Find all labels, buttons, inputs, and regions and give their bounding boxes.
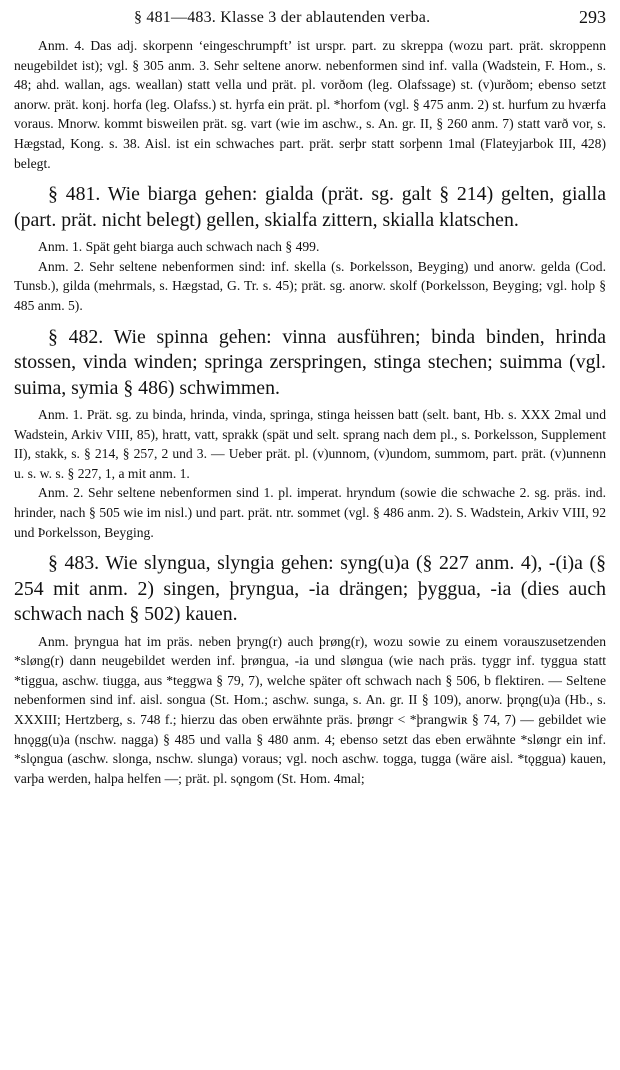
running-title: § 481—483. Klasse 3 der ablautenden verba. (134, 9, 431, 26)
section-481: § 481. Wie biarga gehen: gialda (prät. sg. galt § 214) gelten, gialla (part. prät. nicht belegt) gellen, skialfa zittern, skialla klatschen. (14, 183, 606, 231)
note-481-1: Anm. 1. Spät geht biarga auch schwach nach § 499. (38, 239, 320, 255)
section-482: § 482. Wie spinna gehen: vinna ausführen; binda binden, hrinda stossen, vinda winden; springa zerspringen, stinga stechen; suimma (vgl. suima, symia § 486) schwimmen. (14, 325, 606, 399)
section-483: § 483. Wie slyngua, slyngia gehen: syng(u)a (§ 227 anm. 4), -(i)a (§ 254 mit anm. 2) singen, þryngua, -ia drängen; þyggua, -ia (dies auch schwach nach § 502) kauen. (14, 552, 606, 626)
note-481-2: Anm. 2. Sehr seltene nebenformen sind: inf. skella (s. Þorkelsson, Beyging) und anorw. gelda (Cod. Tunsb.), gilda (mehrmals, s. Hægstad, G. Tr. s. 45); prät. sg. anorw. skolf (Þorkelsson, Beyging; vgl. holp § 485 anm. 5). (14, 258, 606, 313)
page (14, 6, 606, 788)
running-header (14, 6, 606, 36)
note-480-4: Anm. 4. Das adj. skorpenn ‘eingeschrumpft’ ist urspr. part. zu skreppa (wozu part. prät. skroppenn neugebildet ist); vgl. § 305 anm. 3. Sehr seltene anorw. nebenformen sind inf. valla (Wadstein, F. Hom., s. 48; ahd. wallan, ags. weallan) statt vella und prät. pl. vorðom (leg. Olafssage) st. (v)urðom; ebenso setzt anorw. prät. konj. horfa (leg. Olafss.) st. hyrfa ein prät. pl. *horfom (vgl. § 475 anm. 2) st. hurfum zu hværfa voraus. Mnorw. kommt bisweilen prät. sg. vart (wie im aschw., s. An. gr. II, § 260 anm. 7) statt varð vor, s. Hægstad, Kong. s. 38. Aisl. ist ein schwaches part. prät. serþr statt sorþenn 1mal (Flateyjarbok III, 428) belegt. (14, 38, 606, 171)
note-482-2: Anm. 2. Sehr seltene nebenformen sind 1. pl. imperat. hryndum (sowie die schwache 2. sg. präs. ind. hrinder, nach § 505 wie im nisl.) und part. prät. ntr. sommet (vgl. § 486 anm. 2). S. Wadstein, Arkiv VIII, 92 und Þorkelsson, Beyging. (14, 485, 606, 540)
page-number: 293 (579, 7, 606, 27)
note-482-1: Anm. 1. Prät. sg. zu binda, hrinda, vinda, springa, stinga heissen batt (selt. bant, Hb. s. XXX 2mal und Wadstein, Arkiv VIII, 85), hratt, vatt, sprakk (spät und selt. sprang nach dem pl., s. Þorkelsson, Supplement II), stakk, s. § 214, § 257, 2 und 3. — Ueber prät. pl. (v)unnom, (v)undom, summom, part. prät. (v)unnenn u. s. w. s. § 227, 1, a mit anm. 1. (14, 407, 606, 481)
note-483: Anm. þryngua hat im präs. neben þryng(r) auch þrøng(r), wozu sowie zu einem vorauszusetzenden *sløng(r) dann neugebildet werden inf. þrøngua, -ia und sløngua (wie nach präs. tyggr inf. tyggua statt *tiggua, aschw. tiugga, aus *teggwa § 79, 7), welche später oft schwach nach § 506, b flektiren. — Seltene nebenformen sind inf. aisl. songua (St. Hom.; aschw. sunga, s. An. gr. II § 109), anorw. þrǫng(u)a (Hb., s. XXXIII; Hertzberg, s. 748 f.; hierzu das oben erwähnte präs. þrøngr < *þrangwiʀ § 74, 7) — gebildet wie hnǫgg(u)a (nschw. nagga) § 485 und valla § 480 anm. 4; ebenso setzt das eben erwähnte *sløngr ein inf. *slǫngua (aschw. slonga, nschw. slunga) voraus; vgl. noch aschw. togga, tugga (wäre aisl. *tǫggua) kauen, varþa werden, halpa helfen —; prät. pl. sǫngom (St. Hom. 4mal; (14, 633, 606, 786)
